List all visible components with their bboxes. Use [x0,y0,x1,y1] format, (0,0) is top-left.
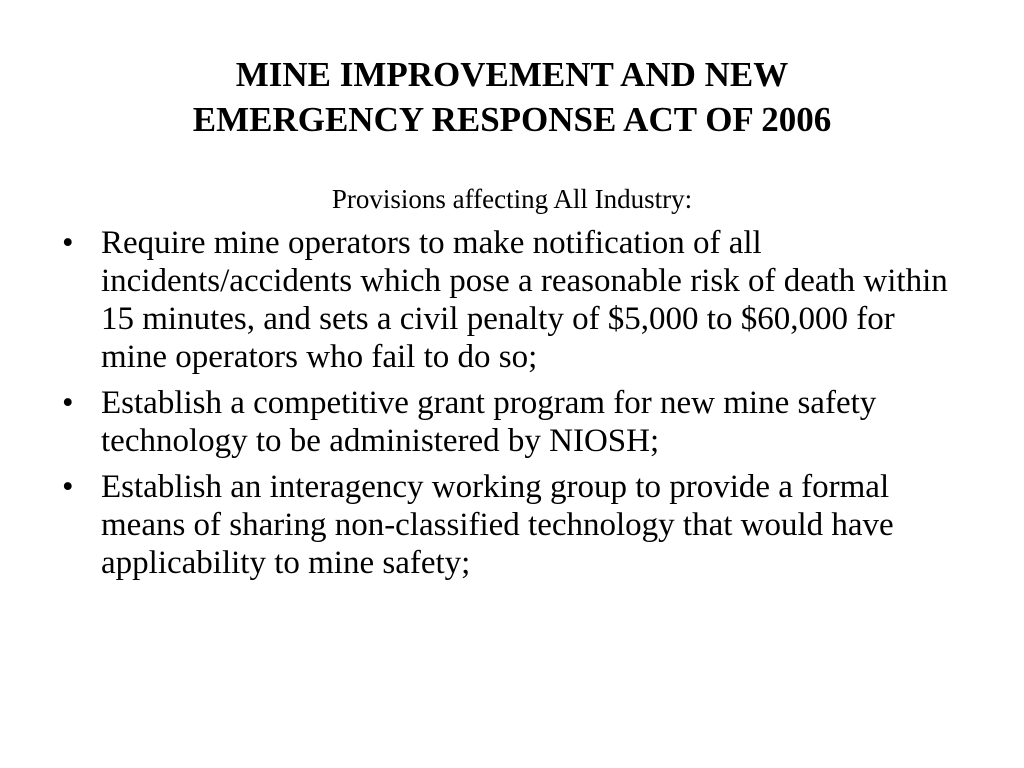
bullet-dot-icon: • [62,469,74,505]
slide-title-line-2: EMERGENCY RESPONSE ACT OF 2006 [192,100,832,139]
bullet-item-notification [56,224,961,376]
bullet-text: Establish a competitive grant program for new mine safety technology to be administered by NIOSH; [101,385,877,459]
slide-subtitle: Provisions affecting All Industry: [331,184,693,214]
bullet-item-working-group [56,468,961,582]
bullet-dot-icon: • [62,385,74,421]
bullet-item-grant-program [56,384,961,460]
bullet-dot-icon: • [62,225,74,261]
slide-title-line-1: MINE IMPROVEMENT AND NEW [235,55,789,94]
slide-title [62,52,962,142]
bullet-list [56,224,961,590]
bullet-text: Require mine operators to make notification of all incidents/accidents which pose a reasonable risk of death within 15 minutes, and sets a civil penalty of $5,000 to $60,000 for mine operators who fail to do so; [101,225,948,375]
bullet-text: Establish an interagency working group to provide a formal means of sharing non-classified technology that would have applicability to mine safety; [101,469,894,581]
